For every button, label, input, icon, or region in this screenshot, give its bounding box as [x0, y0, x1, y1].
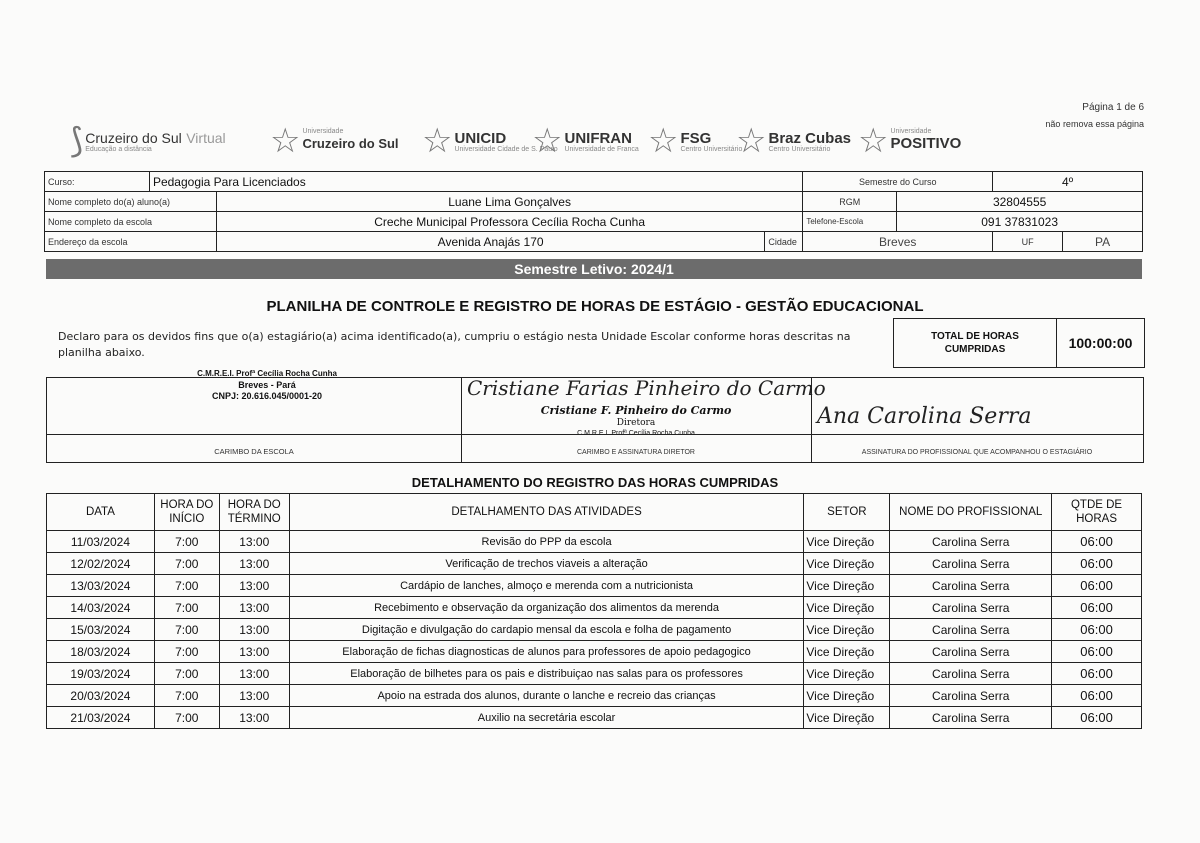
page-info: [1045, 100, 1144, 132]
table-row: [47, 553, 1142, 575]
professional-signature: Ana Carolina Serra: [817, 404, 1032, 429]
cell-profissional: Carolina Serra: [890, 531, 1052, 553]
signature-divider: [47, 434, 1143, 435]
table-header-row: [47, 494, 1142, 531]
total-hours-box: [893, 318, 1145, 368]
curso-label: Curso:: [45, 172, 150, 192]
col-header: HORA DO TÉRMINO: [219, 494, 289, 531]
cell-horas: 06:00: [1052, 641, 1142, 663]
total-hours-value: 100:00:00: [1068, 335, 1133, 351]
uf-value: PA: [1063, 232, 1143, 252]
cell-atividade: Cardápio de lanches, almoço e merenda com a nutricionista: [289, 575, 804, 597]
cell-data: 13/03/2024: [47, 575, 155, 597]
cidade-value: Breves: [803, 232, 993, 252]
cell-setor: Vice Direção: [804, 553, 890, 575]
cell-data: 18/03/2024: [47, 641, 155, 663]
escola-label: Nome completo da escola: [45, 212, 217, 232]
rgm-label: RGM: [803, 192, 897, 212]
cell-inicio: 7:00: [154, 597, 219, 619]
table-row: [47, 685, 1142, 707]
star-icon: ☆: [858, 121, 889, 161]
endereco-value: Avenida Anajás 170: [216, 232, 764, 252]
table-row: [47, 531, 1142, 553]
star-icon: ☆: [270, 121, 301, 161]
cell-inicio: 7:00: [154, 531, 219, 553]
cell-setor: Vice Direção: [804, 663, 890, 685]
cell-atividade: Apoio na estrada dos alunos, durante o lanche e recreio das crianças: [289, 685, 804, 707]
swoosh-icon: ⟆: [70, 121, 84, 161]
school-stamp-caption: CARIMBO DA ESCOLA: [214, 447, 294, 456]
cell-inicio: 7:00: [154, 619, 219, 641]
logo-unifran: ☆ UNIFRAN Universidade de Franca: [532, 121, 639, 161]
page-number: Página 1 de 6: [1082, 102, 1144, 113]
aluno-label: Nome completo do(a) aluno(a): [45, 192, 217, 212]
cell-termino: 13:00: [219, 553, 289, 575]
cell-horas: 06:00: [1052, 553, 1142, 575]
cell-horas: 06:00: [1052, 707, 1142, 729]
cell-data: 20/03/2024: [47, 685, 155, 707]
cell-horas: 06:00: [1052, 597, 1142, 619]
curso-value: Pedagogia Para Licenciados: [149, 172, 802, 192]
table-row: [47, 619, 1142, 641]
director-signature-cell: [461, 376, 826, 462]
escola-value: Creche Municipal Professora Cecília Rocha Cunha: [216, 212, 802, 232]
cell-profissional: Carolina Serra: [890, 597, 1052, 619]
col-header: NOME DO PROFISSIONAL: [890, 494, 1052, 531]
director-role: Diretora: [616, 418, 656, 428]
rgm-value: 32804555: [897, 192, 1143, 212]
semestre-curso-label: Semestre do Curso: [803, 172, 993, 192]
page-note: não remova essa página: [1045, 119, 1144, 129]
col-header: DETALHAMENTO DAS ATIVIDADES: [289, 494, 804, 531]
professional-caption: ASSINATURA DO PROFISSIONAL QUE ACOMPANHOU O ESTAGIÁRIO: [861, 449, 1093, 456]
cell-termino: 13:00: [219, 531, 289, 553]
director-name: Cristiane F. Pinheiro do Carmo: [540, 404, 732, 417]
semestre-curso-value: 4º: [993, 172, 1143, 192]
director-school: C.M.R.E.I. Profª Cecília Rocha Cunha: [577, 430, 695, 437]
cell-data: 11/03/2024: [47, 531, 155, 553]
cell-profissional: Carolina Serra: [890, 619, 1052, 641]
detail-title: DETALHAMENTO DO REGISTRO DAS HORAS CUMPRIDAS: [411, 475, 779, 490]
cell-data: 14/03/2024: [47, 597, 155, 619]
uf-label: UF: [993, 232, 1063, 252]
table-row: [47, 597, 1142, 619]
professional-signature-cell: [811, 378, 1143, 462]
cell-profissional: Carolina Serra: [890, 707, 1052, 729]
logo-unicid: ☆ UNICID Universidade Cidade de S. Paulo: [422, 121, 558, 161]
cell-inicio: 7:00: [154, 553, 219, 575]
logo-cruzeiro-virtual: ⟆ Cruzeiro do Sul Virtual Educação a distância: [70, 121, 226, 161]
col-header: SETOR: [804, 494, 890, 531]
telefone-label: Telefone-Escola: [803, 212, 897, 232]
cell-termino: 13:00: [219, 597, 289, 619]
cell-termino: 13:00: [219, 663, 289, 685]
star-icon: ☆: [422, 121, 453, 161]
cell-atividade: Revisão do PPP da escola: [289, 531, 804, 553]
cell-inicio: 7:00: [154, 575, 219, 597]
cell-profissional: Carolina Serra: [890, 553, 1052, 575]
student-info-table: [44, 171, 1143, 252]
page-title: PLANILHA DE CONTROLE E REGISTRO DE HORAS DE ESTÁGIO - GESTÃO EDUCACIONAL: [266, 298, 924, 315]
director-signature: Cristiane Farias Pinheiro do Carmo: [467, 376, 826, 400]
cidade-label: Cidade: [765, 232, 803, 252]
cell-profissional: Carolina Serra: [890, 641, 1052, 663]
cell-inicio: 7:00: [154, 685, 219, 707]
cell-termino: 13:00: [219, 685, 289, 707]
logo-braz-cubas: ☆ Braz Cubas Centro Universitário: [736, 121, 852, 161]
cell-setor: Vice Direção: [804, 531, 890, 553]
cell-atividade: Verificação de trechos viaveis a alteração: [289, 553, 804, 575]
col-header: HORA DO INÍCIO: [154, 494, 219, 531]
cell-termino: 13:00: [219, 641, 289, 663]
hours-detail-table: [46, 493, 1142, 729]
cell-termino: 13:00: [219, 707, 289, 729]
cell-termino: 13:00: [219, 575, 289, 597]
cell-atividade: Digitação e divulgação do cardapio mensal da escola e folha de pagamento: [289, 619, 804, 641]
total-hours-label: TOTAL DE HORAS CUMPRIDAS: [894, 319, 1057, 367]
cell-data: 19/03/2024: [47, 663, 155, 685]
endereco-label: Endereço da escola: [45, 232, 217, 252]
cell-setor: Vice Direção: [804, 685, 890, 707]
school-stamp-line1: C.M.R.E.I. Profª Cecília Rocha Cunha: [197, 369, 337, 378]
logo-bar: [70, 118, 990, 166]
cell-data: 15/03/2024: [47, 619, 155, 641]
star-icon: ☆: [648, 121, 679, 161]
cell-inicio: 7:00: [154, 641, 219, 663]
cell-setor: Vice Direção: [804, 707, 890, 729]
cell-atividade: Elaboração de bilhetes para os pais e distribuiçao nas salas para os professores: [289, 663, 804, 685]
cell-horas: 06:00: [1052, 575, 1142, 597]
aluno-value: Luane Lima Gonçalves: [216, 192, 802, 212]
star-icon: ☆: [736, 121, 767, 161]
cell-data: 12/02/2024: [47, 553, 155, 575]
cell-horas: 06:00: [1052, 531, 1142, 553]
cell-data: 21/03/2024: [47, 707, 155, 729]
signature-block: [46, 369, 1144, 463]
cell-atividade: Auxilio na secretária escolar: [289, 707, 804, 729]
school-stamp-line2: Breves - Pará: [238, 380, 296, 390]
col-header: DATA: [47, 494, 155, 531]
cell-horas: 06:00: [1052, 663, 1142, 685]
table-row: [47, 575, 1142, 597]
cell-profissional: Carolina Serra: [890, 685, 1052, 707]
table-row: [47, 641, 1142, 663]
cell-atividade: Recebimento e observação da organização dos alimentos da merenda: [289, 597, 804, 619]
semestre-letivo-bar: Semestre Letivo: 2024/1: [46, 259, 1142, 279]
table-row: [47, 707, 1142, 729]
cell-setor: Vice Direção: [804, 597, 890, 619]
logo-cruzeiro-do-sul: ☆ Universidade Cruzeiro do Sul: [270, 121, 399, 161]
cell-profissional: Carolina Serra: [890, 575, 1052, 597]
cell-setor: Vice Direção: [804, 641, 890, 663]
telefone-value: 091 37831023: [897, 212, 1143, 232]
declaration-text: Declaro para os devidos fins que o(a) estagiário(a) acima identificado(a), cumpriu o estágio nesta Unidade Escolar conforme horas descritas na planilha abaixo.: [58, 330, 851, 359]
school-stamp-cell: [47, 369, 462, 462]
director-caption: CARIMBO E ASSINATURA DIRETOR: [577, 449, 695, 456]
col-header: QTDE DE HORAS: [1052, 494, 1142, 531]
cell-atividade: Elaboração de fichas diagnosticas de alunos para professores de apoio pedagogico: [289, 641, 804, 663]
cell-horas: 06:00: [1052, 685, 1142, 707]
school-stamp-line3: CNPJ: 20.616.045/0001-20: [211, 391, 323, 401]
cell-setor: Vice Direção: [804, 619, 890, 641]
cell-horas: 06:00: [1052, 619, 1142, 641]
star-icon: ☆: [532, 121, 563, 161]
logo-positivo: ☆ Universidade POSITIVO: [858, 121, 962, 161]
table-row: [47, 663, 1142, 685]
cell-profissional: Carolina Serra: [890, 663, 1052, 685]
cell-inicio: 7:00: [154, 663, 219, 685]
cell-termino: 13:00: [219, 619, 289, 641]
cell-inicio: 7:00: [154, 707, 219, 729]
cell-setor: Vice Direção: [804, 575, 890, 597]
logo-fsg: ☆ FSG Centro Universitário: [648, 121, 743, 161]
